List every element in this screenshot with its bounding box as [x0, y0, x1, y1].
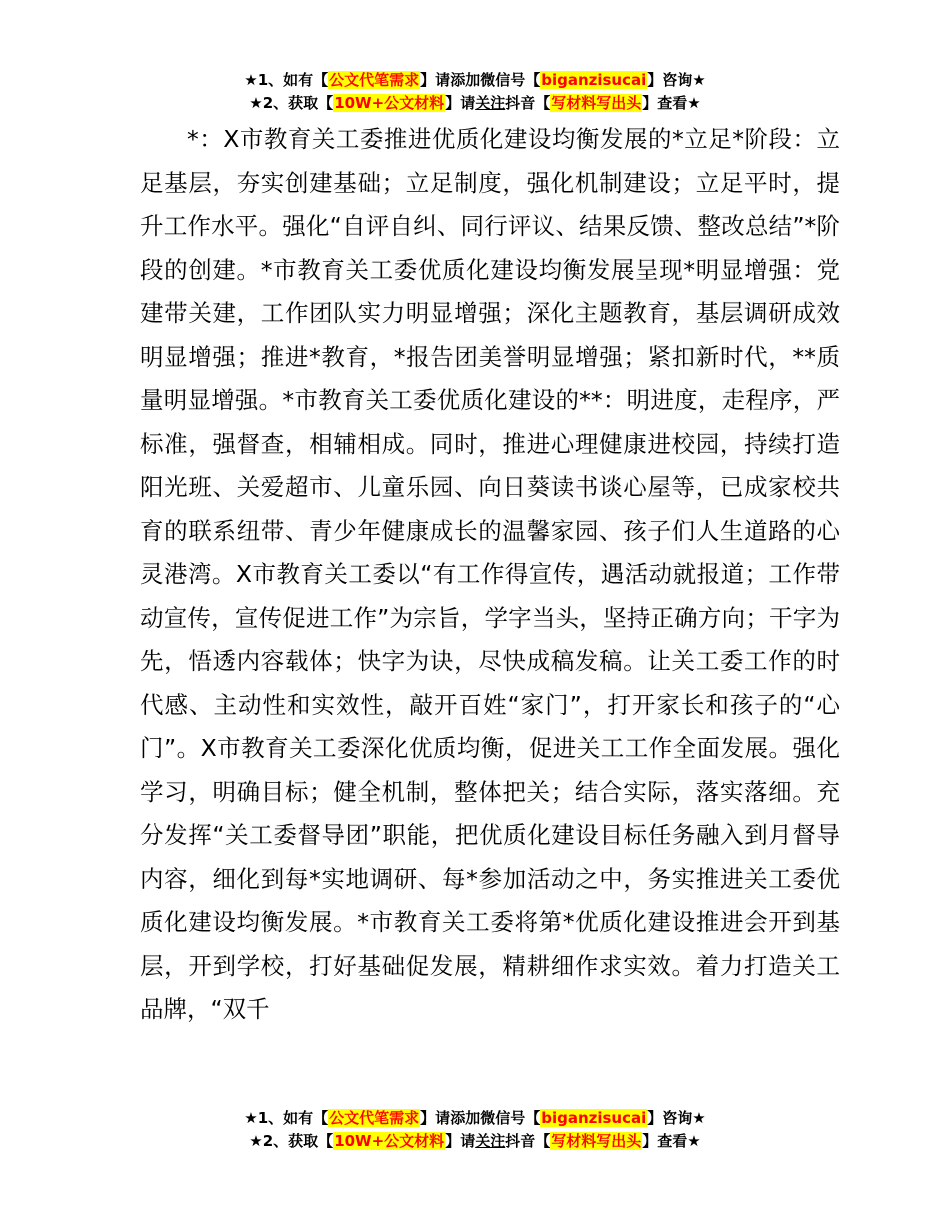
- footer-line-1-suffix: 】咨询★: [647, 1109, 706, 1127]
- footer-line-1-text-2: 微信号【: [480, 1109, 541, 1127]
- footer-line-1-text: 】请: [420, 1109, 451, 1127]
- banner-highlight-wechat-id: biganzisucai: [541, 71, 647, 89]
- footer-line-2-prefix: ★2、获取【: [249, 1132, 334, 1150]
- banner-line-1-text-2: 微信号【: [480, 71, 541, 89]
- banner-line-1: [0, 69, 950, 92]
- banner-line-1-prefix: ★1、如有【: [244, 71, 329, 89]
- footer-line-1-prefix: ★1、如有【: [244, 1109, 329, 1127]
- banner-line-2-text-2: 抖音【: [505, 94, 551, 112]
- footer-highlight-douyin: 写材料写出头: [551, 1132, 642, 1150]
- banner-line-2-suffix: 】查看★: [642, 94, 701, 112]
- footer-line-2-suffix: 】查看★: [642, 1132, 701, 1150]
- header-banner-top: [0, 69, 950, 115]
- footer-line-2-text-2: 抖音【: [505, 1132, 551, 1150]
- banner-highlight-douyin: 写材料写出头: [551, 94, 642, 112]
- banner-line-1-text: 】请: [420, 71, 451, 89]
- footer-line-1-add: 添加: [450, 1109, 481, 1127]
- banner-highlight-service: 公文代笔需求: [329, 71, 420, 89]
- footer-line-2: [0, 1130, 950, 1153]
- footer-banner-bottom: [0, 1107, 950, 1153]
- footer-highlight-service: 公文代笔需求: [329, 1109, 420, 1127]
- banner-line-1-add: 添加: [450, 71, 481, 89]
- banner-line-2: [0, 92, 950, 115]
- article-body: *：X市教育关工委推进优质化建设均衡发展的*立足*阶段：立足基层，夯实创建基础；立足制度，强化机制建设；立足平时，提升工作水平。强化“自评自纠、同行评议、结果反馈、整改总结”*阶段的创建。*市教育关工委优质化建设均衡发展呈现*明显增强：党建带关建，工作团队实力明显增强；深化主题教育，基层调研成效明显增强；推进*教育，*报告团美誉明显增强；紧扣新时代，**质量明显增强。*市教育关工委优质化建设的**：明进度，走程序，严标准，强督查，相辅相成。同时，推进心理健康进校园，持续打造阳光班、关爱超市、儿童乐园、向日葵读书谈心屋等，已成家校共育的联系纽带、青少年健康成长的温馨家园、孩子们人生道路的心灵港湾。X市教育关工委以“有工作得宣传，遇活动就报道；工作带动宣传，宣传促进工作”为宗旨，学字当头，坚持正确方向；干字为先，悟透内容载体；快字为诀，尽快成稿发稿。让关工委工作的时代感、主动性和实效性，敲开百姓“家门”，打开家长和孩子的“心门”。X市教育关工委深化优质均衡，促进关工工作全面发展。强化学习，明确目标；健全机制，整体把关；结合实际，落实落细。充分发挥“关工委督导团”职能，把优质化建设目标任务融入到月督导内容，细化到每*实地调研、每*参加活动之中，务实推进关工委优质化建设均衡发展。*市教育关工委将第*优质化建设推进会开到基层，开到学校，打好基础促发展，精耕细作求实效。着力打造关工品牌，“双千: [140, 125, 840, 1023]
- banner-line-2-prefix: ★2、获取【: [249, 94, 334, 112]
- banner-line-2-follow: 关注: [475, 94, 506, 112]
- footer-line-2-text: 】请: [445, 1132, 476, 1150]
- footer-highlight-wechat-id: biganzisucai: [541, 1109, 647, 1127]
- banner-line-2-text: 】请: [445, 94, 476, 112]
- footer-highlight-materials: 10W+公文材料: [334, 1132, 445, 1150]
- footer-line-2-follow: 关注: [475, 1132, 506, 1150]
- banner-line-1-suffix: 】咨询★: [647, 71, 706, 89]
- footer-line-1: [0, 1107, 950, 1130]
- banner-highlight-materials: 10W+公文材料: [334, 94, 445, 112]
